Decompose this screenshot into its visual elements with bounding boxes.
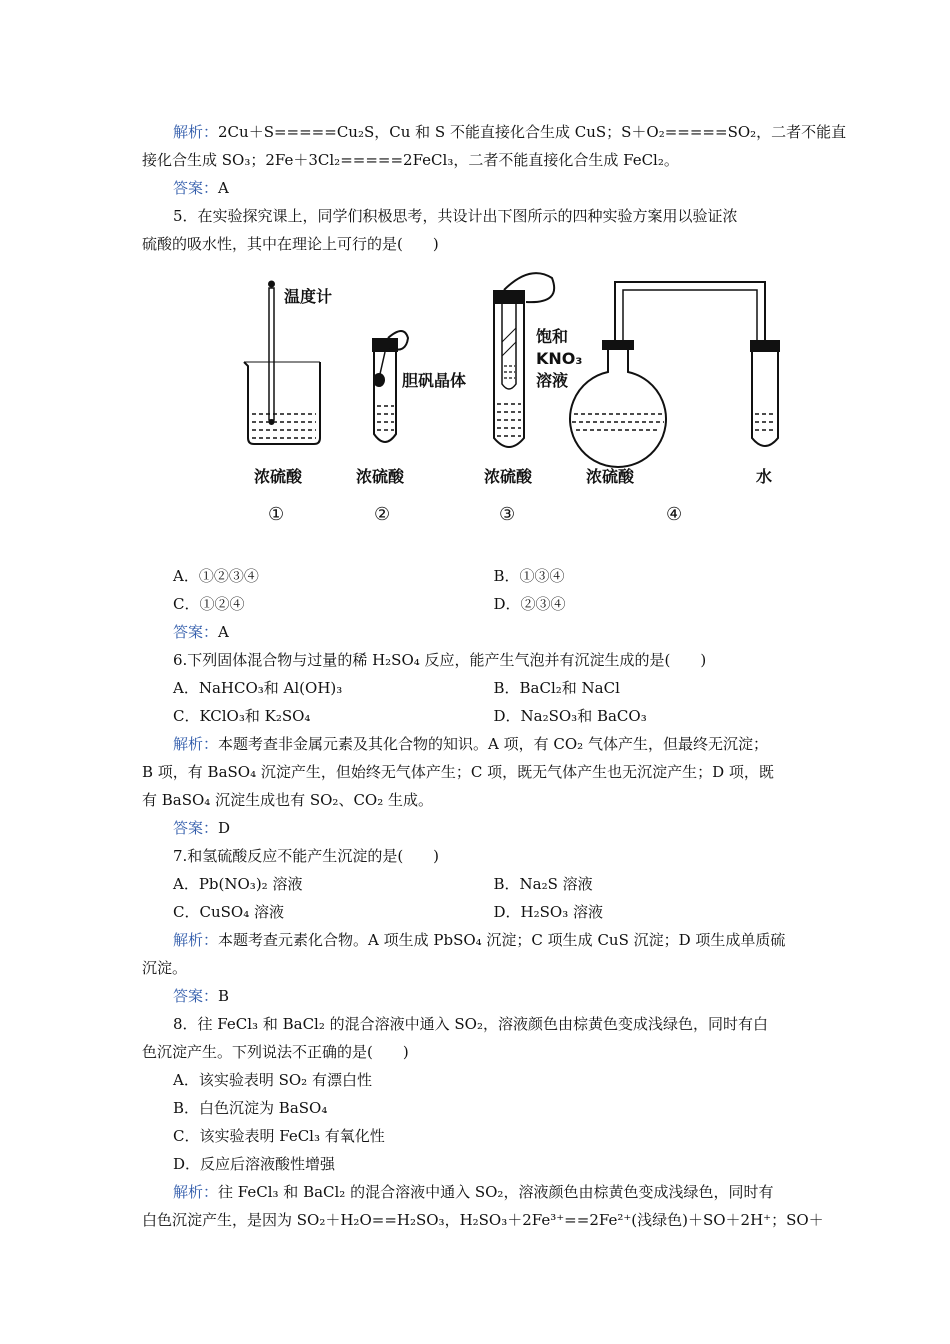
q7-options-row-2 bbox=[142, 898, 814, 926]
q5-options-row-2 bbox=[142, 590, 814, 618]
q5-option-c: C．①②④ bbox=[173, 595, 245, 613]
answer-label: 答案： bbox=[173, 623, 219, 641]
analysis-label: 解析： bbox=[173, 123, 219, 141]
q5-answer: A bbox=[218, 623, 229, 641]
q5-stem-line-1: 5．在实验探究课上，同学们积极思考，共设计出下图所示的四种实验方案用以验证浓 bbox=[173, 207, 738, 225]
answer-label: 答案： bbox=[173, 179, 219, 197]
q7-answer-line bbox=[142, 982, 814, 1010]
q7-answer: B bbox=[218, 987, 230, 1005]
q8-option-b: B．白色沉淀为 BaSO₄ bbox=[173, 1099, 328, 1117]
experiment-diagram bbox=[240, 264, 773, 556]
label-num-3: ③ bbox=[499, 504, 516, 525]
analysis-label: 解析： bbox=[173, 931, 219, 949]
label-crystal: 胆矾晶体 bbox=[402, 371, 467, 390]
analysis-label: 解析： bbox=[173, 1183, 219, 1201]
q5-options-row-1 bbox=[142, 562, 814, 590]
label-acid-4: 浓硫酸 bbox=[586, 467, 635, 486]
q8-analysis-line-2: 白色沉淀产生，是因为 SO₂＋H₂O==H₂SO₃，H₂SO₃＋2Fe³⁺==2Fe²⁺(浅绿色)＋SO＋2H⁺；SO＋ bbox=[142, 1211, 824, 1229]
q4-analysis-text-1: 2Cu＋S=====Cu₂S，Cu 和 S 不能直接化合生成 CuS；S＋O₂=====SO₂，二者不能直 bbox=[218, 123, 847, 141]
q7-option-a: A．Pb(NO₃)₂ 溶液 bbox=[173, 875, 303, 893]
q5-option-a: A．①②③④ bbox=[173, 567, 259, 585]
q6-analysis-line-2: B 项，有 BaSO₄ 沉淀产生，但始终无气体产生；C 项，既无气体产生也无沉淀产生；D 项，既 bbox=[142, 763, 774, 781]
q6-analysis-text-1: 本题考查非金属元素及其化合物的知识。A 项，有 CO₂ 气体产生，但最终无沉淀； bbox=[218, 735, 768, 753]
q8-analysis-text-1: 往 FeCl₃ 和 BaCl₂ 的混合溶液中通入 SO₂，溶液颜色由棕黄色变成浅绿色，同时有 bbox=[218, 1183, 774, 1201]
q7-options-row-1 bbox=[142, 870, 814, 898]
q6-option-b: B．BaCl₂和 NaCl bbox=[493, 679, 620, 697]
q6-answer: D bbox=[218, 819, 231, 837]
q5-figure bbox=[142, 264, 814, 556]
q7-stem: 7.和氢硫酸反应不能产生沉淀的是( ) bbox=[173, 847, 440, 865]
q8-option-a: A．该实验表明 SO₂ 有漂白性 bbox=[173, 1071, 372, 1089]
label-num-4: ④ bbox=[666, 504, 683, 525]
q6-option-d: D．Na₂SO₃和 BaCO₃ bbox=[493, 707, 647, 725]
q8-stem-line-2: 色沉淀产生。下列说法不正确的是( ) bbox=[142, 1043, 409, 1061]
q8-stem-line-1: 8．往 FeCl₃ 和 BaCl₂ 的混合溶液中通入 SO₂，溶液颜色由棕黄色变成浅绿色，同时有白 bbox=[173, 1015, 768, 1033]
label-num-1: ① bbox=[268, 504, 285, 525]
label-acid-1: 浓硫酸 bbox=[254, 467, 303, 486]
q6-stem: 6.下列固体混合物与过量的稀 H₂SO₄ 反应，能产生气泡并有沉淀生成的是( ) bbox=[173, 651, 707, 669]
q6-analysis-line-1 bbox=[142, 730, 814, 758]
label-solution: 溶液 bbox=[536, 371, 569, 390]
label-acid-2: 浓硫酸 bbox=[356, 467, 405, 486]
q8-analysis-line-1 bbox=[142, 1178, 814, 1206]
label-thermometer: 温度计 bbox=[284, 287, 333, 306]
label-kno3: KNO₃ bbox=[536, 349, 583, 368]
q6-option-c: C．KClO₃和 K₂SO₄ bbox=[173, 707, 311, 725]
q7-analysis-text-1: 本题考查元素化合物。A 项生成 PbSO₄ 沉淀；C 项生成 CuS 沉淀；D 项生成单质硫 bbox=[218, 931, 786, 949]
analysis-label: 解析： bbox=[173, 735, 219, 753]
q5-stem-line-2: 硫酸的吸水性，其中在理论上可行的是( ) bbox=[142, 235, 439, 253]
q8-option-d: D．反应后溶液酸性增强 bbox=[173, 1155, 336, 1173]
label-water: 水 bbox=[756, 467, 773, 486]
label-num-2: ② bbox=[374, 504, 391, 525]
q4-answer-line bbox=[142, 174, 814, 202]
answer-label: 答案： bbox=[173, 819, 219, 837]
q4-analysis-line-1 bbox=[142, 118, 847, 146]
q6-answer-line bbox=[142, 814, 814, 842]
q6-analysis-line-3: 有 BaSO₄ 沉淀生成也有 SO₂、CO₂ 生成。 bbox=[142, 791, 433, 809]
answer-label: 答案： bbox=[173, 987, 219, 1005]
q5-option-d: D．②③④ bbox=[493, 595, 566, 613]
q7-analysis-line-1 bbox=[142, 926, 814, 954]
q7-option-c: C．CuSO₄ 溶液 bbox=[173, 903, 284, 921]
q6-options-row-2 bbox=[142, 702, 814, 730]
q7-analysis-line-2: 沉淀。 bbox=[142, 959, 188, 977]
setup-4-flask bbox=[570, 282, 780, 467]
q7-option-d: D．H₂SO₃ 溶液 bbox=[493, 903, 603, 921]
q6-options-row-1 bbox=[142, 674, 814, 702]
label-acid-3: 浓硫酸 bbox=[484, 467, 533, 486]
q4-analysis-line-2: 接化合生成 SO₃；2Fe＋3Cl₂=====2FeCl₃，二者不能直接化合生成 FeCl₂。 bbox=[142, 151, 679, 169]
document-page bbox=[142, 118, 847, 1234]
q7-option-b: B．Na₂S 溶液 bbox=[493, 875, 593, 893]
q5-option-b: B．①③④ bbox=[493, 567, 565, 585]
q8-option-c: C．该实验表明 FeCl₃ 有氧化性 bbox=[173, 1127, 385, 1145]
label-saturated: 饱和 bbox=[536, 327, 569, 346]
q4-answer: A bbox=[218, 179, 229, 197]
q6-option-a: A．NaHCO₃和 Al(OH)₃ bbox=[173, 679, 343, 697]
q5-answer-line bbox=[142, 618, 814, 646]
